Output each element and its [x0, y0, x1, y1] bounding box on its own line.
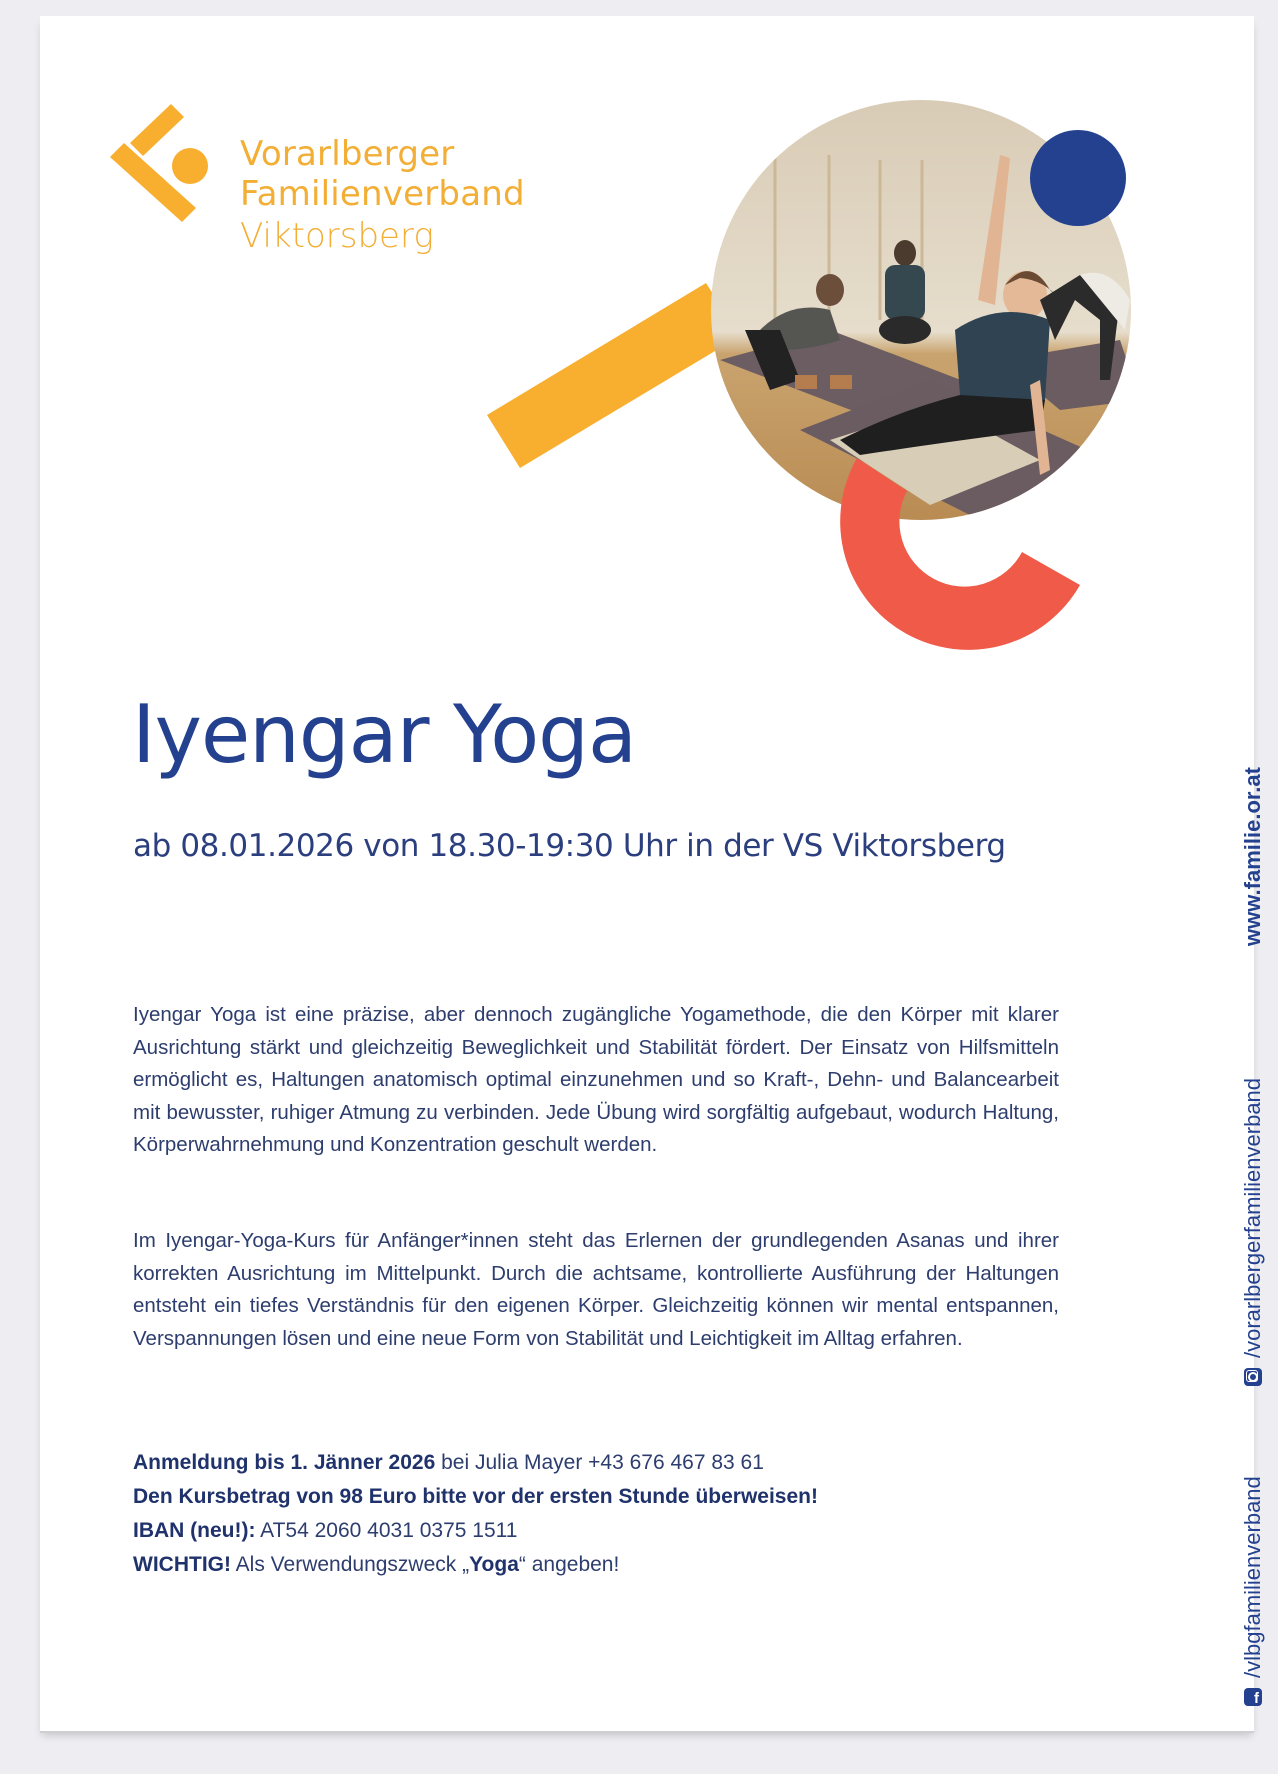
registration-contact: bei Julia Mayer +43 676 467 83 61 — [435, 1451, 764, 1474]
website-url: www.familie.or.at — [1240, 767, 1265, 946]
event-date-time: ab 08.01.2026 von 18.30-19:30 Uhr in der VS Viktorsberg — [133, 828, 1006, 864]
payment-note: Den Kursbetrag von 98 Euro bitte vor der ersten Stunde überweisen! — [133, 1485, 818, 1508]
important-text-pre: Als Verwendungszweck „ — [230, 1553, 470, 1576]
website-link[interactable] — [1240, 767, 1266, 946]
logo-mark-icon — [110, 104, 208, 222]
registration-deadline: Anmeldung bis 1. Jänner 2026 — [133, 1451, 436, 1474]
description-paragraph-2: Im Iyengar-Yoga-Kurs für Anfänger*innen steht das Erlernen der grundlegenden Asanas und ihrer korrekten Ausrichtung im Mittelpunkt. Durch die achtsame, kontrollierte Ausführung der Haltungen entsteht ein tiefes Verständnis für den eigenen Körper. Gleichzeitig können wir mental entspannen, Verspannungen lösen und eine neue Form von Stabilität und Leichtigkeit im Alltag erfahren. — [133, 1229, 1059, 1350]
instagram-link[interactable] — [1240, 1078, 1266, 1386]
logo-line-3: Viktorsberg — [240, 216, 434, 256]
yellow-bar-shape — [487, 283, 740, 468]
contact-sidebar — [1236, 16, 1278, 1731]
decorative-graphics — [0, 0, 1278, 700]
important-label: WICHTIG! — [133, 1553, 231, 1576]
iban-line — [133, 1514, 818, 1548]
iban-value: AT54 2060 4031 0375 1511 — [255, 1519, 518, 1542]
facebook-icon — [1244, 1688, 1262, 1706]
payment-reference-keyword: Yoga — [469, 1553, 519, 1576]
important-text-post: “ angeben! — [518, 1553, 620, 1576]
important-line — [133, 1548, 818, 1582]
blue-dot-shape — [1030, 130, 1126, 226]
facebook-handle: /vlbgfamilienverband — [1240, 1476, 1265, 1678]
instagram-handle: /vorarlbergerfamilienverband — [1240, 1077, 1265, 1358]
description-paragraph-1: Iyengar Yoga ist eine präzise, aber dennoch zugängliche Yogamethode, die den Körper mit klarer Ausrichtung stärkt und gleichzeitig Beweglichkeit und Stabilität fördert. Der Einsatz von Hilfsmitteln ermöglicht es, Haltungen anatomisch optimal einzunehmen und so Kraft-, Dehn- und Balancearbeit mit bewusster, ruhiger Atmung zu verbinden. Jede Übung wird sorgfältig aufgebaut, wodurch Haltung, Körperwahrnehmung und Konzentration geschult werden. — [133, 1003, 1059, 1156]
instagram-icon — [1244, 1368, 1262, 1386]
page-edge-divider — [40, 1731, 1254, 1733]
registration-info — [133, 1446, 818, 1582]
organization-logo — [240, 134, 525, 256]
iban-label: IBAN (neu!): — [133, 1519, 256, 1542]
payment-line — [133, 1480, 818, 1514]
registration-line — [133, 1446, 818, 1480]
logo-line-2: Familienverband — [240, 174, 525, 214]
page-title: Iyengar Yoga — [132, 688, 636, 781]
facebook-link[interactable] — [1240, 1476, 1266, 1706]
flyer-page — [40, 16, 1265, 1731]
logo-line-1: Vorarlberger — [240, 134, 455, 174]
